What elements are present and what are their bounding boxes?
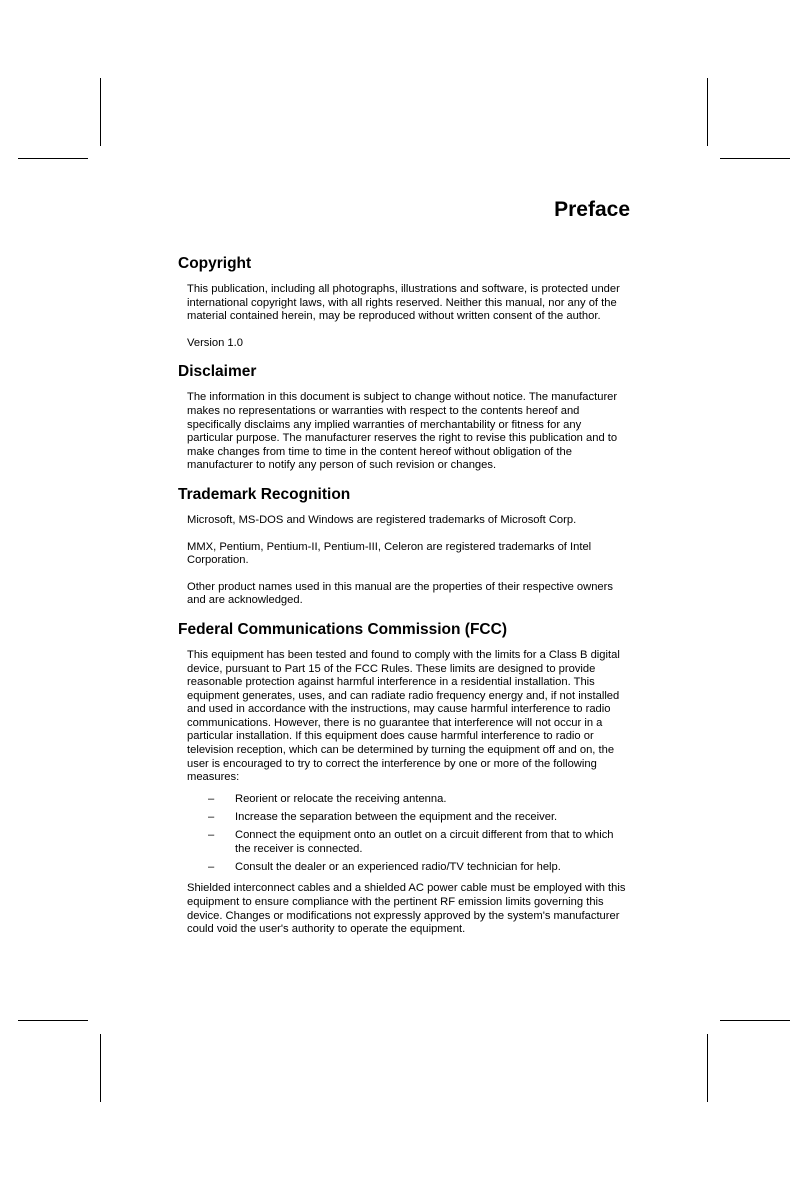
- trademark-microsoft: Microsoft, MS-DOS and Windows are registered trademarks of Microsoft Corp.: [187, 513, 577, 526]
- dash-marker: –: [208, 810, 215, 823]
- list-item-text: Connect the equipment onto an outlet on a circuit different from that to which the receiver is connected.: [235, 829, 614, 855]
- copyright-paragraph: This publication, including all photographs, illustrations and software, is protected under international copyright laws, with all rights reserved. Neither this manual, nor any of the material contained herein, may be reproduced without written consent of the author.: [187, 283, 620, 323]
- section-disclaimer: [178, 363, 630, 473]
- section-fcc: [178, 621, 630, 937]
- section-copyright: [178, 255, 630, 350]
- trademark-intel: MMX, Pentium, Pentium-II, Pentium-III, Celeron are registered trademarks of Intel Corporation.: [187, 540, 592, 567]
- list-item: [187, 861, 630, 875]
- crop-mark-top-right-vertical: [707, 78, 708, 146]
- list-item-text: Reorient or relocate the receiving antenna.: [235, 792, 447, 805]
- fcc-paragraph: This equipment has been tested and found to comply with the limits for a Class B digital device, pursuant to Part 15 of the FCC Rules. These limits are designed to provide reasonable protection against harmful interference in a residential installation. This equipment generates, uses, and can radiate radio frequency energy and, if not installed and used in accordance with the instructions, may cause harmful interference to radio communications. However, there is no guarantee that interference will not occur in a particular installation. If this equipment does cause harmful interference to radio or television reception, which can be determined by turning the equipment off and on, the user is encouraged to try to correct the interference by one or more of the following measures:: [187, 648, 620, 784]
- document-body: [178, 255, 630, 950]
- fcc-measures-list: [187, 793, 630, 874]
- list-item: [187, 793, 630, 807]
- version-text: Version 1.0: [187, 336, 243, 349]
- dash-marker: –: [208, 860, 215, 873]
- section-heading-trademark: Trademark Recognition: [178, 485, 351, 503]
- disclaimer-paragraph: The information in this document is subject to change without notice. The manufacturer makes no representations or warranties with respect to the contents hereof and specifically disclaims any implied warranties of merchantability or fitness for any particular purpose. The manufacturer reserves the right to revise this publication and to make changes from time to time in the content hereof without obligation of the manufacturer to notify any person of such revision or changes.: [187, 391, 618, 472]
- list-item-text: Consult the dealer or an experienced radio/TV technician for help.: [235, 860, 561, 873]
- crop-mark-top-right-horizontal: [720, 158, 790, 159]
- dash-marker: –: [208, 792, 215, 805]
- dash-marker: –: [208, 829, 215, 842]
- crop-mark-bottom-left-horizontal: [18, 1020, 88, 1021]
- page-title: Preface: [554, 198, 630, 221]
- crop-mark-top-left-vertical: [100, 78, 101, 146]
- list-item: [187, 829, 630, 856]
- section-heading-copyright: Copyright: [178, 255, 252, 272]
- section-heading-fcc: Federal Communications Commission (FCC): [178, 620, 507, 638]
- crop-mark-bottom-right-vertical: [707, 1034, 708, 1102]
- fcc-closing-paragraph: Shielded interconnect cables and a shielded AC power cable must be employed with this equipment to ensure compliance with the pertinent RF emission limits governing this device. Changes or modifications not expressly approved by the system's manufacturer could void the user's authority to operate the equipment.: [187, 882, 626, 936]
- crop-mark-bottom-left-vertical: [100, 1034, 101, 1102]
- trademark-other: Other product names used in this manual are the properties of their respective owners and are acknowledged.: [187, 580, 613, 607]
- list-item-text: Increase the separation between the equipment and the receiver.: [235, 810, 558, 823]
- section-trademark: [178, 486, 630, 608]
- section-heading-disclaimer: Disclaimer: [178, 363, 257, 381]
- crop-mark-bottom-right-horizontal: [720, 1020, 790, 1021]
- list-item: [187, 811, 630, 825]
- crop-mark-top-left-horizontal: [18, 158, 88, 159]
